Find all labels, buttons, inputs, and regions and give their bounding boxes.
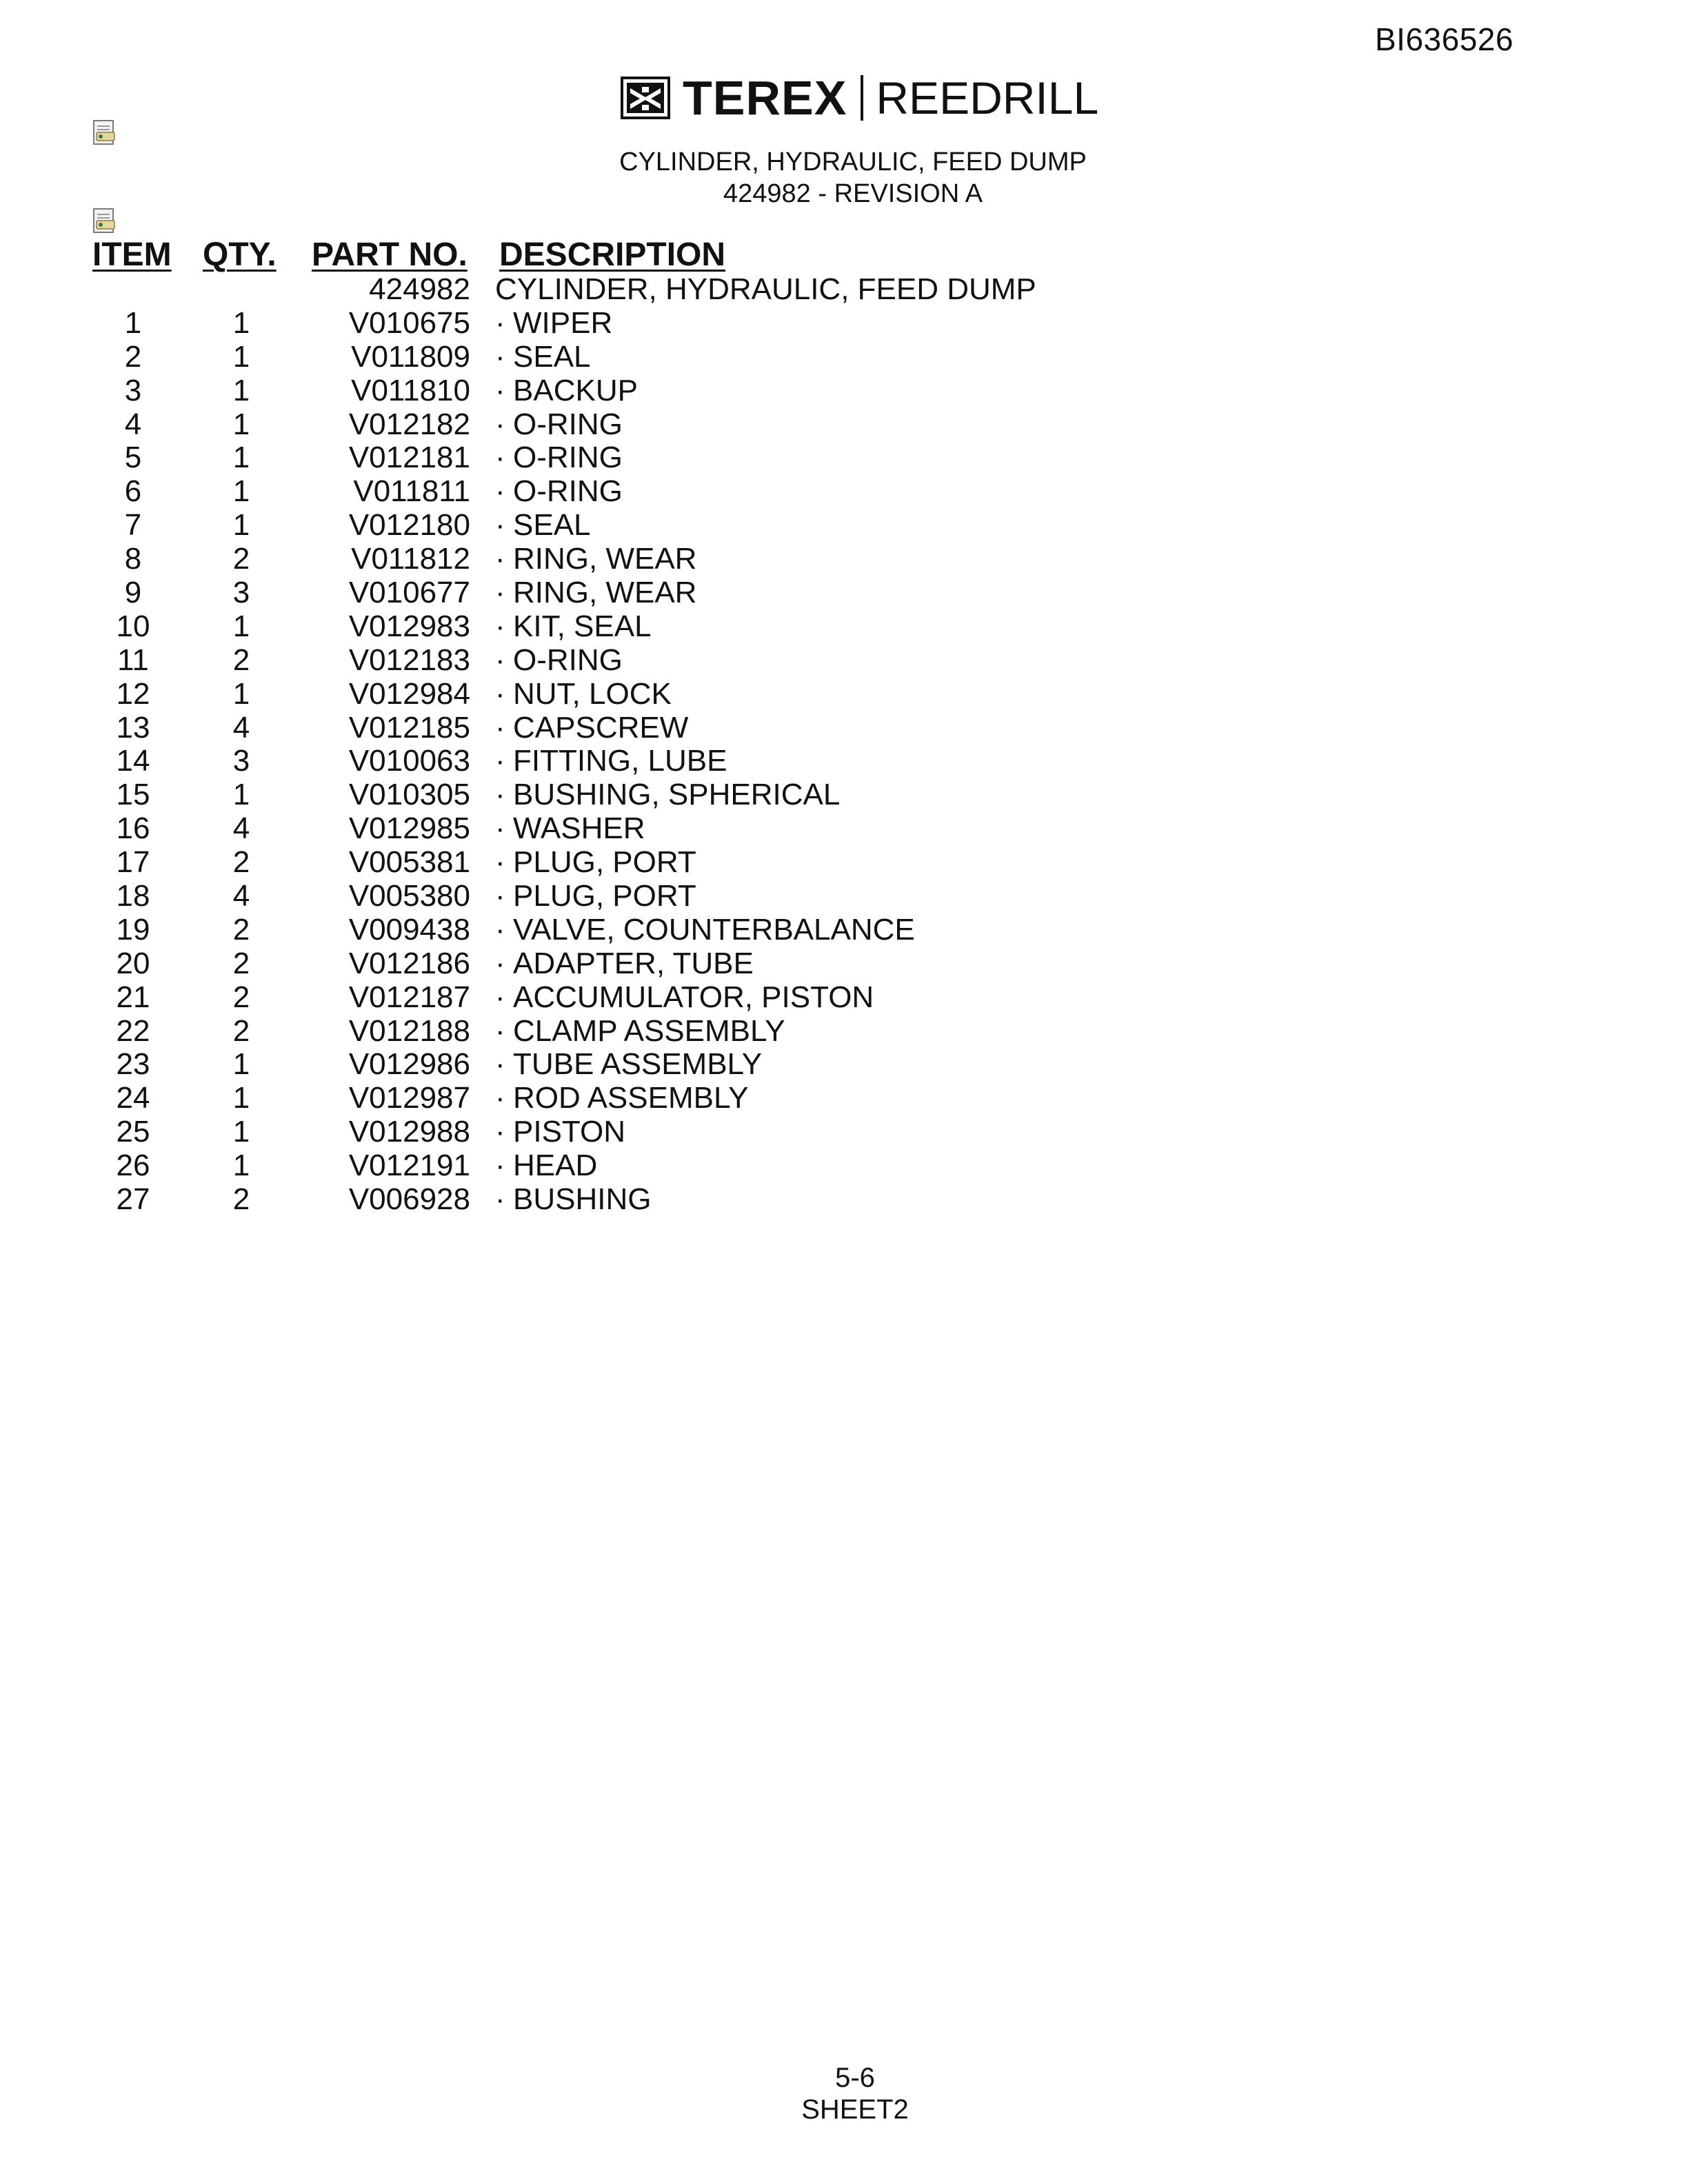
bullet-marker: · xyxy=(495,1182,505,1217)
description-text: CAPSCREW xyxy=(513,710,689,745)
item-number: 4 xyxy=(124,407,142,441)
description-cell xyxy=(495,408,623,442)
table-row xyxy=(0,576,1103,610)
part-number: V012182 xyxy=(348,407,470,441)
table-row xyxy=(0,644,1103,678)
description-cell xyxy=(495,341,591,374)
bullet-marker: · xyxy=(495,643,505,677)
quantity: 1 xyxy=(232,407,250,441)
table-row xyxy=(0,1015,1103,1049)
item-number: 24 xyxy=(116,1081,150,1115)
parts-list xyxy=(0,273,1103,1217)
description-cell xyxy=(495,778,840,812)
description-text: O-RING xyxy=(513,474,623,509)
bullet-marker: · xyxy=(495,1047,505,1082)
bullet-marker: · xyxy=(495,441,505,475)
bullet-marker: · xyxy=(495,609,505,643)
bullet-marker: · xyxy=(495,407,505,441)
description-text: RING, WEAR xyxy=(513,542,697,576)
bullet-marker: · xyxy=(495,676,505,711)
assembly-part-no: 424982 xyxy=(369,272,470,306)
part-number: V010305 xyxy=(348,778,470,812)
description-text: KIT, SEAL xyxy=(513,609,652,643)
item-number: 10 xyxy=(116,609,150,643)
part-number: V012986 xyxy=(348,1047,470,1082)
column-header-qty: QTY. xyxy=(203,236,277,273)
description-cell xyxy=(495,913,915,947)
description-cell xyxy=(495,576,696,610)
item-number: 13 xyxy=(116,710,150,745)
bullet-marker: · xyxy=(495,710,505,745)
bullet-marker: · xyxy=(495,305,505,340)
terex-reedrill-logo xyxy=(621,72,1098,124)
description-text: NUT, LOCK xyxy=(513,676,672,711)
description-cell xyxy=(495,1082,749,1115)
terex-emblem-icon xyxy=(621,77,670,119)
description-text: TUBE ASSEMBLY xyxy=(513,1047,763,1082)
bullet-marker: · xyxy=(495,980,505,1014)
quantity: 1 xyxy=(232,441,250,475)
page-subtitle: 424982 - REVISION A xyxy=(723,179,983,208)
bullet-marker: · xyxy=(495,508,505,543)
part-number: V012191 xyxy=(348,1149,470,1183)
table-row xyxy=(0,913,1103,947)
item-number: 3 xyxy=(124,373,142,407)
description-cell xyxy=(495,441,623,475)
description-text: RING, WEAR xyxy=(513,576,697,610)
part-number: V011811 xyxy=(353,474,470,509)
item-number: 6 xyxy=(124,474,142,509)
description-cell xyxy=(495,1183,651,1217)
quantity: 3 xyxy=(232,744,250,778)
part-number: V012984 xyxy=(348,676,470,711)
bullet-marker: · xyxy=(495,339,505,374)
bullet-marker: · xyxy=(495,946,505,980)
quantity: 2 xyxy=(232,1013,250,1048)
item-number: 9 xyxy=(124,576,142,610)
description-text: WIPER xyxy=(513,305,613,340)
description-cell xyxy=(495,880,696,913)
table-row xyxy=(0,711,1103,745)
table-row xyxy=(0,475,1103,509)
document-id: BI636526 xyxy=(1375,21,1514,57)
quantity: 4 xyxy=(232,879,250,913)
table-row xyxy=(0,307,1103,341)
table-row xyxy=(0,374,1103,408)
bullet-marker: · xyxy=(495,474,505,509)
table-row xyxy=(0,610,1103,644)
description-text: PLUG, PORT xyxy=(513,879,696,913)
item-number: 11 xyxy=(117,643,149,677)
bullet-marker: · xyxy=(495,1081,505,1115)
part-number: V012186 xyxy=(348,946,470,980)
table-row xyxy=(0,408,1103,442)
quantity: 1 xyxy=(232,1081,250,1115)
description-cell xyxy=(495,475,623,509)
description-cell xyxy=(495,307,612,341)
quantity: 4 xyxy=(232,710,250,745)
quantity: 1 xyxy=(232,508,250,543)
description-cell xyxy=(495,812,645,846)
bullet-marker: · xyxy=(495,542,505,576)
item-number: 26 xyxy=(116,1149,150,1183)
description-text: ACCUMULATOR, PISTON xyxy=(513,980,874,1014)
item-number: 16 xyxy=(116,811,150,846)
bullet-marker: · xyxy=(495,744,505,778)
assembly-description: CYLINDER, HYDRAULIC, FEED DUMP xyxy=(495,272,1036,306)
logo-divider xyxy=(861,75,863,121)
part-number: V012188 xyxy=(348,1013,470,1048)
table-row xyxy=(0,745,1103,778)
quantity: 1 xyxy=(232,305,250,340)
part-number: V012180 xyxy=(348,508,470,543)
item-number: 2 xyxy=(124,339,142,374)
description-text: O-RING xyxy=(513,441,623,475)
part-number: V009438 xyxy=(348,912,470,947)
table-row xyxy=(0,1149,1103,1183)
description-text: BUSHING, SPHERICAL xyxy=(513,778,841,812)
quantity: 1 xyxy=(232,609,250,643)
description-text: SEAL xyxy=(513,508,591,543)
column-header-description: DESCRIPTION xyxy=(499,236,726,273)
document-icon[interactable] xyxy=(91,119,119,146)
description-text: CLAMP ASSEMBLY xyxy=(513,1013,785,1048)
quantity: 2 xyxy=(232,980,250,1014)
bullet-marker: · xyxy=(495,1013,505,1048)
part-number: V005380 xyxy=(348,879,470,913)
table-row xyxy=(0,341,1103,374)
bullet-marker: · xyxy=(495,778,505,812)
table-row xyxy=(0,441,1103,475)
quantity: 1 xyxy=(232,1149,250,1183)
table-row xyxy=(0,543,1103,576)
item-number: 8 xyxy=(124,542,142,576)
description-cell xyxy=(495,610,652,644)
item-number: 12 xyxy=(116,676,150,711)
part-number: V010677 xyxy=(348,576,470,610)
description-text: FITTING, LUBE xyxy=(513,744,727,778)
column-header-part-no: PART NO. xyxy=(312,236,468,273)
table-row xyxy=(0,846,1103,880)
description-text: O-RING xyxy=(513,643,623,677)
table-row xyxy=(0,509,1103,543)
description-text: O-RING xyxy=(513,407,623,441)
quantity: 2 xyxy=(232,1182,250,1217)
item-number: 19 xyxy=(116,912,150,947)
part-number: V012183 xyxy=(348,643,470,677)
quantity: 2 xyxy=(232,542,250,576)
item-number: 14 xyxy=(116,744,150,778)
part-number: V005381 xyxy=(348,845,470,880)
quantity: 2 xyxy=(232,912,250,947)
description-text: SEAL xyxy=(513,339,591,374)
bullet-marker: · xyxy=(495,1115,505,1149)
description-text: ADAPTER, TUBE xyxy=(513,946,754,980)
description-cell xyxy=(495,1048,762,1082)
table-row xyxy=(0,1048,1103,1082)
item-number: 22 xyxy=(116,1013,150,1048)
part-number: V012988 xyxy=(348,1115,470,1149)
part-number: V011812 xyxy=(351,542,470,576)
description-cell xyxy=(495,543,696,576)
table-row xyxy=(0,880,1103,913)
table-row xyxy=(0,778,1103,812)
page-number: 5-6 xyxy=(835,2063,875,2093)
part-number: V011809 xyxy=(351,339,470,374)
bullet-marker: · xyxy=(495,576,505,610)
part-number: V011810 xyxy=(351,373,470,407)
item-number: 23 xyxy=(116,1047,150,1082)
bullet-marker: · xyxy=(495,879,505,913)
table-row xyxy=(0,1115,1103,1149)
quantity: 1 xyxy=(232,1047,250,1082)
logo-product-text: REEDRILL xyxy=(876,72,1099,123)
quantity: 3 xyxy=(232,576,250,610)
description-text: PLUG, PORT xyxy=(513,845,696,880)
bullet-marker: · xyxy=(495,373,505,407)
item-number: 17 xyxy=(116,845,150,880)
bullet-marker: · xyxy=(495,1149,505,1183)
description-cell xyxy=(495,1149,597,1183)
table-row xyxy=(0,678,1103,711)
bullet-marker: · xyxy=(495,912,505,947)
quantity: 4 xyxy=(232,811,250,846)
part-number: V012987 xyxy=(348,1081,470,1115)
quantity: 1 xyxy=(232,1115,250,1149)
description-cell xyxy=(495,947,754,981)
description-cell xyxy=(495,981,874,1015)
quantity: 1 xyxy=(232,373,250,407)
page-title: CYLINDER, HYDRAULIC, FEED DUMP xyxy=(619,148,1087,176)
quantity: 2 xyxy=(232,643,250,677)
description-cell xyxy=(495,644,623,678)
item-number: 21 xyxy=(116,980,150,1014)
description-cell xyxy=(495,1015,785,1049)
description-text: ROD ASSEMBLY xyxy=(513,1081,749,1115)
logo-brand-text: TEREX xyxy=(683,71,847,125)
part-number: V012187 xyxy=(348,980,470,1014)
quantity: 1 xyxy=(232,676,250,711)
part-number: V012983 xyxy=(348,609,470,643)
description-text: BUSHING xyxy=(513,1182,652,1217)
item-number: 15 xyxy=(116,778,150,812)
description-text: BACKUP xyxy=(513,373,638,407)
description-cell xyxy=(495,509,591,543)
description-cell xyxy=(495,745,727,778)
description-text: VALVE, COUNTERBALANCE xyxy=(513,912,915,947)
table-row xyxy=(0,981,1103,1015)
description-text: HEAD xyxy=(513,1149,598,1183)
description-cell xyxy=(495,1115,625,1149)
quantity: 2 xyxy=(232,946,250,980)
description-cell xyxy=(495,678,672,711)
bullet-marker: · xyxy=(495,811,505,846)
description-text: WASHER xyxy=(513,811,645,846)
description-cell xyxy=(495,374,638,408)
item-number: 25 xyxy=(116,1115,150,1149)
item-number: 27 xyxy=(116,1182,150,1217)
column-header-item: ITEM xyxy=(92,236,172,273)
part-number: V012185 xyxy=(348,710,470,745)
item-number: 20 xyxy=(116,946,150,980)
bullet-marker: · xyxy=(495,845,505,880)
table-row xyxy=(0,812,1103,846)
assembly-row xyxy=(0,273,1103,307)
item-number: 5 xyxy=(124,441,142,475)
quantity: 1 xyxy=(232,339,250,374)
description-cell xyxy=(495,711,688,745)
part-number: V010063 xyxy=(348,744,470,778)
quantity: 1 xyxy=(232,778,250,812)
document-icon[interactable] xyxy=(91,207,119,234)
table-row xyxy=(0,1082,1103,1115)
quantity: 2 xyxy=(232,845,250,880)
part-number: V010675 xyxy=(348,305,470,340)
quantity: 1 xyxy=(232,474,250,509)
item-number: 1 xyxy=(124,305,142,340)
table-row xyxy=(0,947,1103,981)
description-cell xyxy=(495,846,696,880)
item-number: 18 xyxy=(116,879,150,913)
description-text: PISTON xyxy=(513,1115,626,1149)
part-number: V012985 xyxy=(348,811,470,846)
item-number: 7 xyxy=(124,508,142,543)
part-number: V006928 xyxy=(348,1182,470,1217)
table-row xyxy=(0,1183,1103,1217)
part-number: V012181 xyxy=(348,441,470,475)
sheet-label: SHEET2 xyxy=(801,2094,909,2125)
